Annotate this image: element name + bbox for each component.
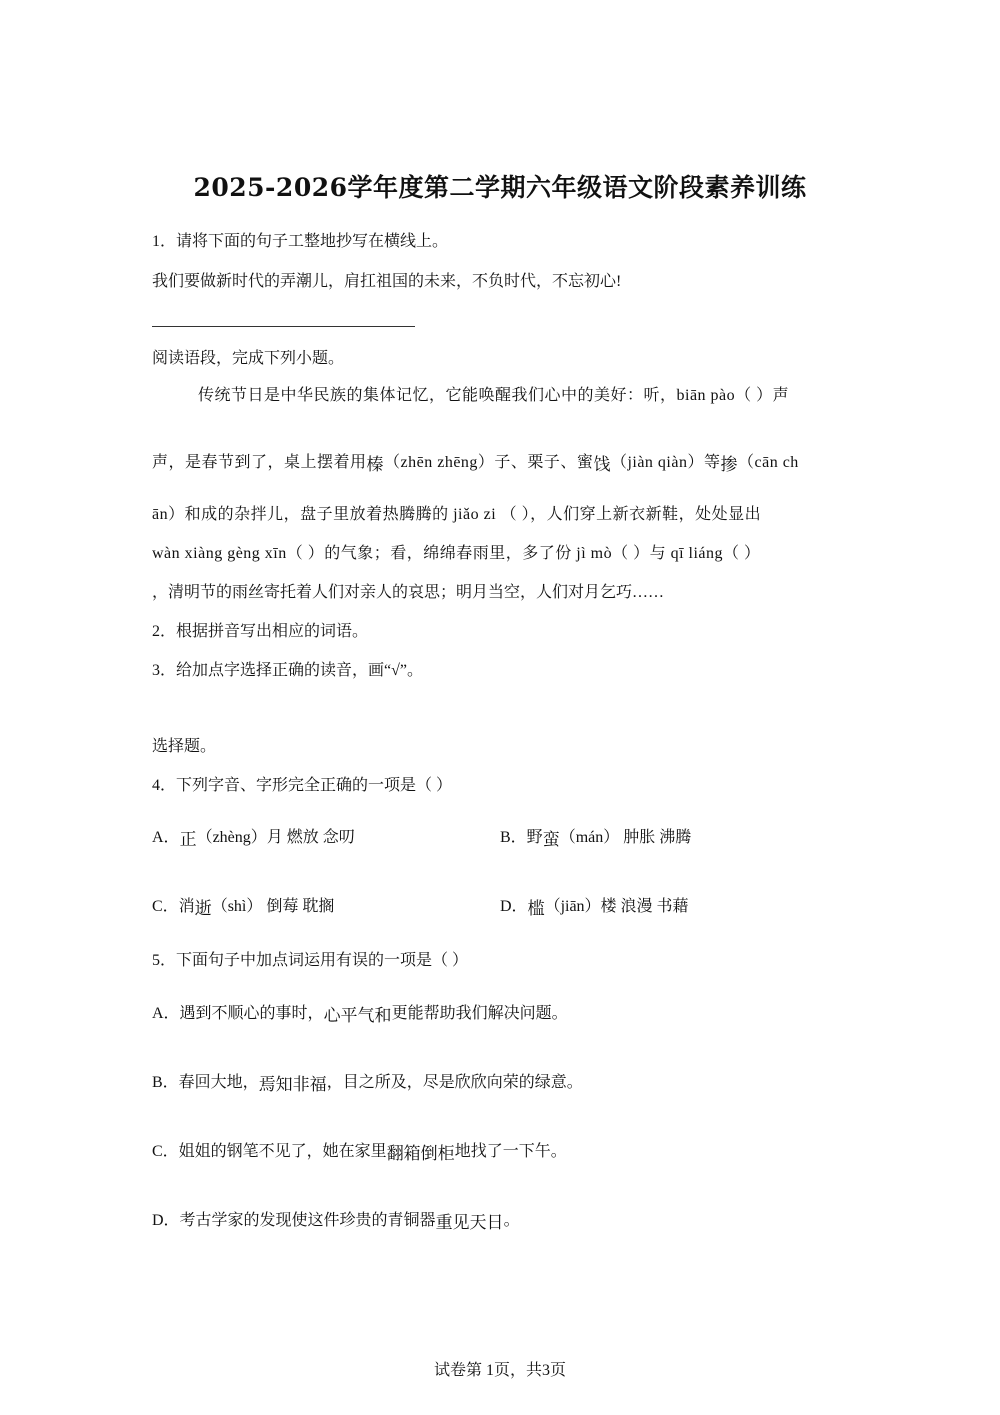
dotted-word: 心平气和 bbox=[323, 1006, 392, 1025]
option-label: D． bbox=[500, 898, 528, 915]
q4-option-b[interactable] bbox=[500, 826, 691, 849]
dotted-word: 焉知非福 bbox=[258, 1075, 327, 1094]
option-text: ，目之所及，尽是欣欣向荣的绿意。 bbox=[326, 1074, 583, 1091]
option-label: B．野 bbox=[500, 829, 543, 846]
dotted-char: 蛮 bbox=[542, 830, 560, 849]
option-text: （zhèng）月 燃放 念叨 bbox=[196, 829, 355, 846]
q5-option-a[interactable] bbox=[152, 1002, 568, 1025]
option-text: A．遇到不顺心的事时， bbox=[152, 1005, 324, 1022]
option-text: D．考古学家的发现使这件珍贵的青铜器 bbox=[152, 1212, 436, 1229]
option-text: （jiān）楼 浪漫 书藉 bbox=[544, 898, 689, 915]
choice-intro: 选择题。 bbox=[152, 738, 217, 755]
question-3-prompt: 3．给加点字选择正确的读音，画“√”。 bbox=[152, 662, 423, 679]
dotted-word: 翻箱倒柜 bbox=[386, 1144, 455, 1163]
question-4-prompt: 4．下列字音、字形完全正确的一项是（ ） bbox=[152, 777, 453, 794]
passage-line-2 bbox=[152, 451, 799, 474]
q4-option-c[interactable] bbox=[152, 895, 334, 918]
dotted-char: 饯 bbox=[593, 455, 611, 474]
passage-line-1: 传统节日是中华民族的集体记忆，它能唤醒我们心中的美好：听，biān pào（ ）声 bbox=[198, 387, 790, 404]
q4-option-a[interactable] bbox=[152, 826, 355, 849]
passage-text: （cān ch bbox=[737, 454, 799, 471]
question-5-prompt: 5．下面句子中加点词运用有误的一项是（ ） bbox=[152, 952, 469, 969]
dotted-char: 掺 bbox=[720, 455, 738, 474]
page-footer: 试卷第 1页，共3页 bbox=[433, 1362, 566, 1379]
q4-option-d[interactable] bbox=[500, 895, 689, 918]
passage-text: 声，是春节到了，桌上摆着用 bbox=[152, 454, 367, 471]
answer-line[interactable] bbox=[152, 326, 415, 327]
option-label: C．消 bbox=[152, 898, 195, 915]
passage-line-5: ，清明节的雨丝寄托着人们对亲人的哀思；明月当空，人们对月乞巧…… bbox=[152, 584, 665, 601]
option-text: B．春回大地， bbox=[152, 1074, 259, 1091]
passage-text: （zhēn zhēng）子、栗子、蜜 bbox=[384, 454, 594, 471]
passage-line-4: wàn xiàng gèng xīn（ ）的气象；看，绵绵春雨里，多了份 jì mò（ ）与 qī liáng（ ） bbox=[152, 545, 761, 562]
q5-option-b[interactable] bbox=[152, 1071, 583, 1094]
reading-intro: 阅读语段，完成下列小题。 bbox=[152, 350, 345, 367]
option-text: C．姐姐的钢笔不见了，她在家里 bbox=[152, 1143, 387, 1160]
page-title: 2025-2026学年度第二学期六年级语文阶段素养训练 bbox=[193, 173, 807, 202]
question-1-sentence: 我们要做新时代的弄潮儿，肩扛祖国的未来，不负时代，不忘初心! bbox=[152, 273, 622, 290]
dotted-char: 榛 bbox=[366, 455, 385, 474]
option-text: 地找了一下午。 bbox=[454, 1143, 567, 1160]
dotted-char: 正 bbox=[179, 830, 197, 849]
question-2-prompt: 2．根据拼音写出相应的词语。 bbox=[152, 623, 369, 640]
dotted-char: 逝 bbox=[194, 899, 212, 918]
passage-line-3: ān）和成的杂拌儿，盘子里放着热腾腾的 jiǎo zi （ ），人们穿上新衣新鞋，处处显出 bbox=[152, 506, 762, 523]
dotted-word: 重见天日 bbox=[435, 1213, 504, 1232]
q5-option-d[interactable] bbox=[152, 1209, 520, 1232]
option-label: A． bbox=[152, 829, 180, 846]
option-text: （mán） 肿胀 沸腾 bbox=[559, 829, 692, 846]
option-text: （shì） 倒莓 耽搁 bbox=[211, 898, 335, 915]
passage-text: （jiàn qiàn）等 bbox=[610, 454, 721, 471]
option-text: 。 bbox=[503, 1212, 520, 1229]
dotted-char: 槛 bbox=[527, 899, 545, 918]
q5-option-c[interactable] bbox=[152, 1140, 567, 1163]
question-1-prompt: 1．请将下面的句子工整地抄写在横线上。 bbox=[152, 233, 449, 250]
option-text: 更能帮助我们解决问题。 bbox=[391, 1005, 568, 1022]
